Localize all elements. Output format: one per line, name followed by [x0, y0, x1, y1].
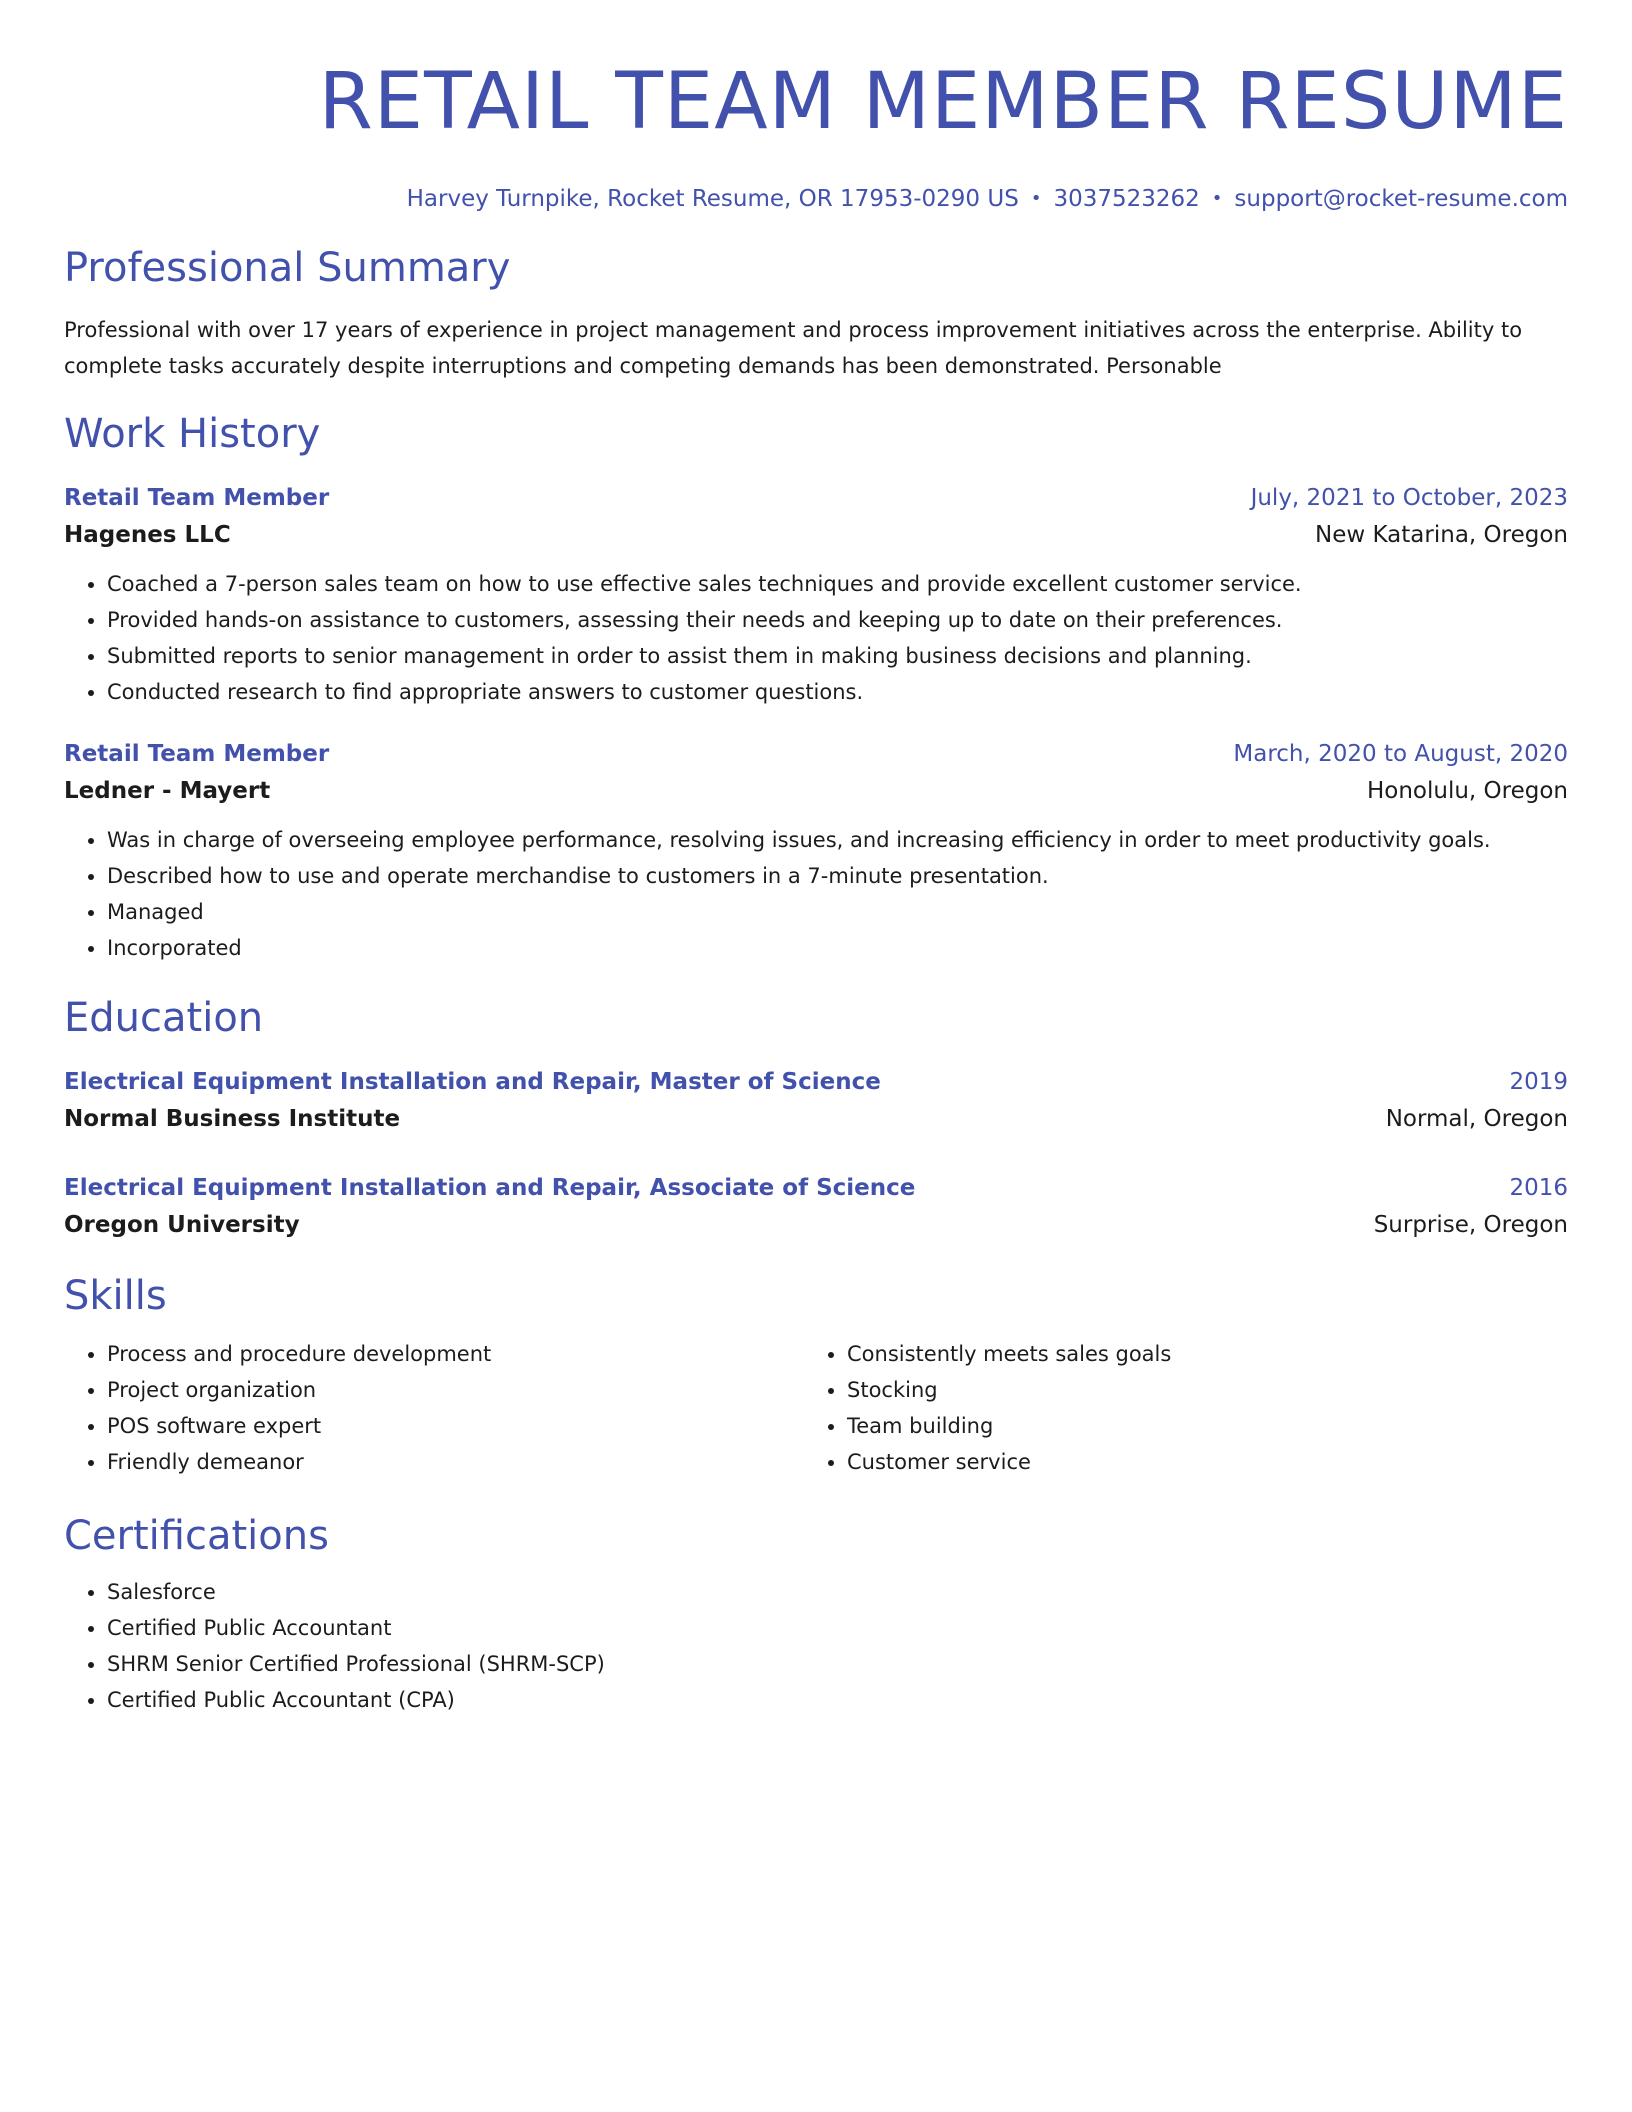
skill-item: • Process and procedure development	[107, 1336, 804, 1372]
job-entry	[64, 480, 1568, 710]
job-org-row	[64, 516, 1568, 554]
job-title: Retail Team Member	[64, 485, 330, 511]
skills-column-left	[64, 1336, 804, 1480]
resume-header	[64, 52, 1568, 214]
education-entry	[64, 1064, 1568, 1138]
job-dates: March, 2020 to August, 2020	[1233, 741, 1568, 767]
certification-item: • Certified Public Accountant (CPA)	[107, 1682, 1568, 1718]
contact-separator: •	[1030, 188, 1042, 209]
skill-item: • Friendly demeanor	[107, 1444, 804, 1480]
job-bullets	[64, 566, 1568, 710]
certifications-heading: Certifications	[64, 1513, 329, 1559]
summary-heading: Professional Summary	[64, 245, 511, 291]
job-bullet: • Incorporated	[107, 930, 1568, 966]
education-year: 2016	[1509, 1175, 1568, 1201]
contact-separator: •	[1211, 188, 1223, 209]
certification-item: • SHRM Senior Certified Professional (SHRM-SCP)	[107, 1646, 1568, 1682]
job-company: Ledner - Mayert	[64, 778, 271, 804]
job-bullet: • Coached a 7-person sales team on how to use effective sales techniques and provide excellent customer service.	[107, 566, 1568, 602]
education-degree: Electrical Equipment Installation and Repair, Associate of Science	[64, 1175, 916, 1201]
certifications-list	[64, 1574, 1568, 1718]
job-bullet: • Conducted research to find appropriate answers to customer questions.	[107, 674, 1568, 710]
skills-column-right	[804, 1336, 1544, 1480]
job-bullet: • Provided hands-on assistance to customers, assessing their needs and keeping up to date on their preferences.	[107, 602, 1568, 638]
job-org-row	[64, 772, 1568, 810]
job-header-row	[64, 480, 1568, 516]
job-location: Honolulu, Oregon	[1366, 778, 1568, 804]
education-header-row	[64, 1064, 1568, 1100]
resume-title: RETAIL TEAM MEMBER RESUME	[318, 57, 1568, 147]
skill-item: • Team building	[847, 1408, 1544, 1444]
skills-grid	[64, 1336, 1568, 1480]
job-bullet: • Was in charge of overseeing employee performance, resolving issues, and increasing efficiency in order to meet productivity goals.	[107, 822, 1568, 858]
summary-text: Professional with over 17 years of experience in project management and process improvement initiatives across the enterprise. Ability to complete tasks accurately despite interruptions and competing demands has been demonstrated. Personable	[64, 318, 1523, 378]
contact-address: Harvey Turnpike, Rocket Resume, OR 17953-0290 US	[406, 186, 1019, 212]
education-year: 2019	[1509, 1069, 1568, 1095]
certification-item: • Certified Public Accountant	[107, 1610, 1568, 1646]
skill-item: • Stocking	[847, 1372, 1544, 1408]
job-company: Hagenes LLC	[64, 522, 231, 548]
education-heading: Education	[64, 995, 264, 1041]
certification-item: • Salesforce	[107, 1574, 1568, 1610]
job-header-row	[64, 736, 1568, 772]
job-title: Retail Team Member	[64, 741, 330, 767]
education-school: Oregon University	[64, 1212, 300, 1238]
education-school-row	[64, 1206, 1568, 1244]
education-location: Normal, Oregon	[1385, 1106, 1568, 1132]
education-degree: Electrical Equipment Installation and Repair, Master of Science	[64, 1069, 881, 1095]
skill-item: • Customer service	[847, 1444, 1544, 1480]
job-bullet: • Submitted reports to senior management in order to assist them in making business decisions and planning.	[107, 638, 1568, 674]
skills-heading: Skills	[64, 1273, 167, 1319]
work-history-heading: Work History	[64, 411, 321, 457]
education-school: Normal Business Institute	[64, 1106, 401, 1132]
skill-item: • POS software expert	[107, 1408, 804, 1444]
job-dates: July, 2021 to October, 2023	[1250, 485, 1568, 511]
job-bullet: • Managed	[107, 894, 1568, 930]
job-location: New Katarina, Oregon	[1315, 522, 1568, 548]
job-bullet: • Described how to use and operate merchandise to customers in a 7-minute presentation.	[107, 858, 1568, 894]
contact-phone: 3037523262	[1053, 186, 1200, 212]
contact-line	[64, 184, 1568, 214]
skill-item: • Consistently meets sales goals	[847, 1336, 1544, 1372]
skill-item: • Project organization	[107, 1372, 804, 1408]
education-header-row	[64, 1170, 1568, 1206]
job-bullets	[64, 822, 1568, 966]
education-location: Surprise, Oregon	[1373, 1212, 1568, 1238]
job-entry	[64, 736, 1568, 966]
education-entry	[64, 1170, 1568, 1244]
contact-email: support@rocket-resume.com	[1234, 186, 1568, 212]
education-school-row	[64, 1100, 1568, 1138]
